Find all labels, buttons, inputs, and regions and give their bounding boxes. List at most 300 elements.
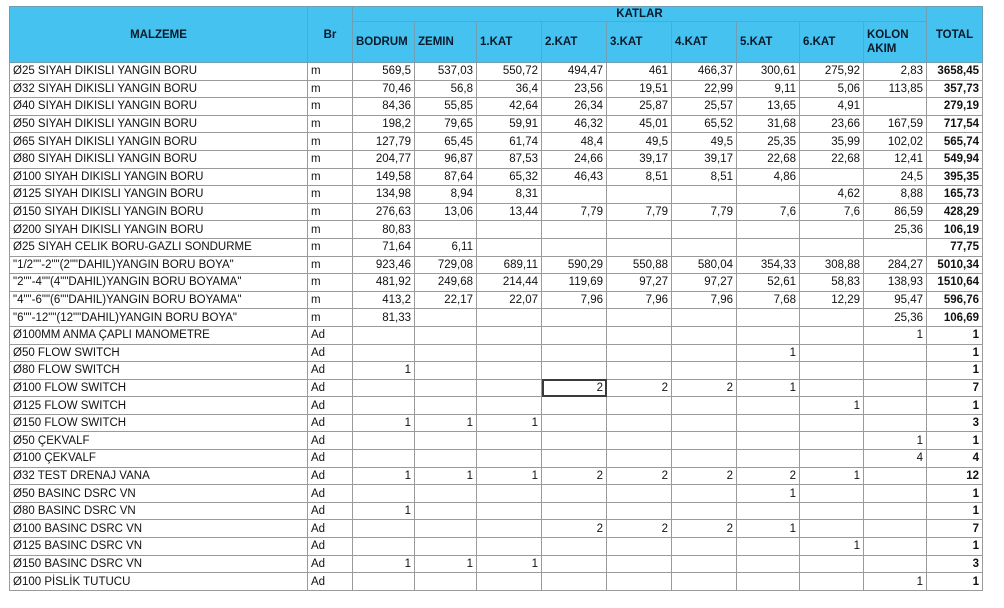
cell-quantity[interactable]: 7,79 (542, 203, 607, 221)
cell-quantity[interactable]: 119,69 (542, 274, 607, 292)
cell-quantity[interactable]: 2 (542, 467, 607, 485)
cell-quantity[interactable] (737, 238, 800, 256)
cell-quantity[interactable]: 569,5 (353, 63, 415, 81)
cell-quantity[interactable] (672, 221, 737, 239)
cell-quantity[interactable]: 25,36 (864, 309, 927, 327)
cell-quantity[interactable]: 354,33 (737, 256, 800, 274)
cell-quantity[interactable]: 113,85 (864, 80, 927, 98)
cell-quantity[interactable] (415, 520, 477, 538)
cell-quantity[interactable] (607, 538, 672, 556)
cell-quantity[interactable]: 8,88 (864, 186, 927, 204)
cell-quantity[interactable]: 95,47 (864, 291, 927, 309)
cell-quantity[interactable]: 8,94 (415, 186, 477, 204)
cell-material-name[interactable]: Ø125 FLOW SWITCH (10, 397, 308, 415)
cell-total[interactable]: 1510,64 (927, 274, 983, 292)
cell-unit[interactable]: Ad (308, 450, 353, 468)
cell-quantity[interactable] (800, 221, 864, 239)
cell-quantity[interactable] (477, 538, 542, 556)
cell-quantity[interactable]: 97,27 (607, 274, 672, 292)
cell-quantity[interactable] (607, 555, 672, 573)
cell-quantity[interactable]: 1 (800, 467, 864, 485)
cell-quantity[interactable] (353, 538, 415, 556)
cell-quantity[interactable]: 134,98 (353, 186, 415, 204)
cell-unit[interactable]: Ad (308, 326, 353, 344)
cell-quantity[interactable] (737, 502, 800, 520)
cell-total[interactable]: 7 (927, 379, 983, 397)
cell-quantity[interactable] (415, 450, 477, 468)
cell-quantity[interactable]: 23,56 (542, 80, 607, 98)
cell-quantity[interactable]: 2 (672, 379, 737, 397)
cell-quantity[interactable] (477, 502, 542, 520)
cell-quantity[interactable] (737, 326, 800, 344)
cell-unit[interactable]: Ad (308, 573, 353, 591)
cell-material-name[interactable]: Ø40 SIYAH DIKISLI YANGIN BORU (10, 98, 308, 116)
header-floor-1kat[interactable]: 1.KAT (477, 22, 542, 63)
cell-quantity[interactable]: 461 (607, 63, 672, 81)
cell-quantity[interactable] (607, 397, 672, 415)
cell-material-name[interactable]: "4""-6""(6""DAHIL)YANGIN BORU BOYAMA" (10, 291, 308, 309)
cell-material-name[interactable]: Ø50 BASINC DSRC VN (10, 485, 308, 503)
cell-quantity[interactable] (607, 238, 672, 256)
cell-quantity[interactable]: 1 (477, 414, 542, 432)
cell-quantity[interactable] (415, 538, 477, 556)
cell-unit[interactable]: Ad (308, 362, 353, 380)
header-malzeme[interactable]: MALZEME (10, 7, 308, 63)
cell-total[interactable]: 549,94 (927, 150, 983, 168)
cell-quantity[interactable]: 127,79 (353, 133, 415, 151)
cell-quantity[interactable]: 4,86 (737, 168, 800, 186)
cell-quantity[interactable]: 65,45 (415, 133, 477, 151)
cell-total[interactable]: 3658,45 (927, 63, 983, 81)
cell-quantity[interactable] (477, 573, 542, 591)
cell-quantity[interactable] (353, 485, 415, 503)
cell-quantity[interactable]: 4,62 (800, 186, 864, 204)
cell-unit[interactable]: m (308, 274, 353, 292)
cell-quantity[interactable] (353, 344, 415, 362)
cell-unit[interactable]: m (308, 133, 353, 151)
cell-quantity[interactable] (800, 573, 864, 591)
header-floor-2kat[interactable]: 2.KAT (542, 22, 607, 63)
cell-material-name[interactable]: Ø125 BASINC DSRC VN (10, 538, 308, 556)
cell-quantity[interactable] (477, 432, 542, 450)
cell-quantity[interactable] (737, 397, 800, 415)
cell-quantity[interactable]: 19,51 (607, 80, 672, 98)
cell-quantity[interactable]: 25,87 (607, 98, 672, 116)
cell-unit[interactable]: m (308, 309, 353, 327)
cell-quantity[interactable]: 214,44 (477, 274, 542, 292)
cell-quantity[interactable] (477, 520, 542, 538)
cell-quantity[interactable]: 537,03 (415, 63, 477, 81)
cell-quantity[interactable]: 52,61 (737, 274, 800, 292)
cell-material-name[interactable]: Ø100 FLOW SWITCH (10, 379, 308, 397)
header-floor-6kat[interactable]: 6.KAT (800, 22, 864, 63)
cell-quantity[interactable]: 87,64 (415, 168, 477, 186)
cell-quantity[interactable] (542, 238, 607, 256)
cell-quantity[interactable]: 1 (415, 467, 477, 485)
cell-quantity[interactable] (607, 414, 672, 432)
cell-quantity[interactable]: 8,51 (607, 168, 672, 186)
cell-quantity[interactable]: 249,68 (415, 274, 477, 292)
cell-quantity[interactable] (864, 397, 927, 415)
cell-material-name[interactable]: Ø100 BASINC DSRC VN (10, 520, 308, 538)
cell-total[interactable]: 279,19 (927, 98, 983, 116)
cell-quantity[interactable]: 7,79 (607, 203, 672, 221)
cell-quantity[interactable]: 580,04 (672, 256, 737, 274)
cell-quantity[interactable]: 7,6 (737, 203, 800, 221)
cell-quantity[interactable] (672, 450, 737, 468)
cell-quantity[interactable] (672, 538, 737, 556)
cell-unit[interactable]: Ad (308, 485, 353, 503)
cell-quantity[interactable]: 1 (864, 326, 927, 344)
cell-unit[interactable]: Ad (308, 502, 353, 520)
cell-total[interactable]: 7 (927, 520, 983, 538)
cell-quantity[interactable]: 1 (353, 414, 415, 432)
cell-quantity[interactable]: 42,64 (477, 98, 542, 116)
cell-unit[interactable]: m (308, 168, 353, 186)
cell-quantity[interactable] (800, 309, 864, 327)
cell-quantity[interactable] (864, 362, 927, 380)
cell-material-name[interactable]: Ø32 TEST DRENAJ VANA (10, 467, 308, 485)
cell-quantity[interactable] (800, 414, 864, 432)
cell-quantity[interactable] (607, 326, 672, 344)
cell-quantity[interactable]: 1 (353, 555, 415, 573)
cell-quantity[interactable]: 2 (607, 467, 672, 485)
cell-quantity[interactable] (607, 432, 672, 450)
cell-total[interactable]: 1 (927, 502, 983, 520)
cell-quantity[interactable] (415, 326, 477, 344)
cell-quantity[interactable] (800, 344, 864, 362)
cell-quantity[interactable] (672, 362, 737, 380)
cell-quantity[interactable]: 25,57 (672, 98, 737, 116)
cell-unit[interactable]: m (308, 221, 353, 239)
cell-quantity[interactable] (542, 362, 607, 380)
cell-quantity[interactable]: 24,5 (864, 168, 927, 186)
cell-quantity[interactable] (864, 520, 927, 538)
cell-quantity[interactable]: 65,52 (672, 115, 737, 133)
cell-quantity[interactable] (864, 538, 927, 556)
cell-quantity[interactable]: 4 (864, 450, 927, 468)
cell-quantity[interactable]: 46,43 (542, 168, 607, 186)
cell-quantity[interactable] (477, 362, 542, 380)
cell-quantity[interactable]: 284,27 (864, 256, 927, 274)
cell-total[interactable]: 428,29 (927, 203, 983, 221)
cell-quantity[interactable]: 1 (477, 555, 542, 573)
cell-quantity[interactable]: 1 (477, 467, 542, 485)
cell-quantity[interactable] (542, 326, 607, 344)
cell-quantity[interactable]: 1 (415, 414, 477, 432)
cell-quantity[interactable]: 55,85 (415, 98, 477, 116)
cell-quantity[interactable]: 35,99 (800, 133, 864, 151)
cell-quantity[interactable]: 49,5 (672, 133, 737, 151)
header-katlar[interactable]: KATLAR (353, 7, 927, 22)
cell-material-name[interactable]: Ø125 SIYAH DIKISLI YANGIN BORU (10, 186, 308, 204)
cell-quantity[interactable] (864, 502, 927, 520)
cell-quantity[interactable] (607, 186, 672, 204)
cell-quantity[interactable]: 24,66 (542, 150, 607, 168)
cell-quantity[interactable] (800, 450, 864, 468)
cell-quantity[interactable] (415, 362, 477, 380)
cell-total[interactable]: 357,73 (927, 80, 983, 98)
cell-quantity[interactable] (672, 309, 737, 327)
cell-quantity[interactable]: 36,4 (477, 80, 542, 98)
cell-material-name[interactable]: "2""-4""(4""DAHIL)YANGIN BORU BOYAMA" (10, 274, 308, 292)
cell-quantity[interactable]: 59,91 (477, 115, 542, 133)
cell-quantity[interactable]: 84,36 (353, 98, 415, 116)
cell-quantity[interactable] (672, 502, 737, 520)
cell-quantity[interactable] (607, 309, 672, 327)
cell-quantity[interactable] (477, 309, 542, 327)
cell-total[interactable]: 1 (927, 432, 983, 450)
cell-material-name[interactable]: Ø80 SIYAH DIKISLI YANGIN BORU (10, 150, 308, 168)
cell-quantity[interactable]: 466,37 (672, 63, 737, 81)
cell-quantity[interactable] (477, 326, 542, 344)
cell-quantity[interactable] (542, 221, 607, 239)
cell-quantity[interactable] (353, 520, 415, 538)
cell-quantity[interactable]: 26,34 (542, 98, 607, 116)
cell-quantity[interactable]: 481,92 (353, 274, 415, 292)
cell-quantity[interactable] (607, 450, 672, 468)
cell-quantity[interactable] (477, 221, 542, 239)
cell-quantity[interactable] (607, 485, 672, 503)
cell-unit[interactable]: Ad (308, 555, 353, 573)
cell-quantity[interactable]: 1 (737, 379, 800, 397)
cell-quantity[interactable] (800, 502, 864, 520)
cell-quantity[interactable]: 65,32 (477, 168, 542, 186)
cell-quantity[interactable]: 689,11 (477, 256, 542, 274)
cell-quantity[interactable] (737, 221, 800, 239)
cell-quantity[interactable]: 22,68 (737, 150, 800, 168)
cell-quantity[interactable]: 49,5 (607, 133, 672, 151)
cell-quantity[interactable]: 31,68 (737, 115, 800, 133)
cell-material-name[interactable]: Ø200 SIYAH DIKISLI YANGIN BORU (10, 221, 308, 239)
cell-quantity[interactable]: 7,96 (542, 291, 607, 309)
cell-quantity[interactable]: 58,83 (800, 274, 864, 292)
cell-unit[interactable]: m (308, 115, 353, 133)
cell-quantity[interactable]: 1 (353, 467, 415, 485)
cell-quantity[interactable] (800, 362, 864, 380)
cell-quantity[interactable] (864, 238, 927, 256)
cell-total[interactable]: 596,76 (927, 291, 983, 309)
cell-quantity[interactable] (800, 432, 864, 450)
cell-quantity[interactable] (737, 573, 800, 591)
cell-quantity[interactable]: 1 (737, 344, 800, 362)
header-floor-5kat[interactable]: 5.KAT (737, 22, 800, 63)
cell-quantity[interactable] (607, 344, 672, 362)
cell-quantity[interactable] (672, 344, 737, 362)
cell-unit[interactable]: m (308, 256, 353, 274)
cell-quantity[interactable]: 12,41 (864, 150, 927, 168)
cell-material-name[interactable]: Ø65 SIYAH DIKISLI YANGIN BORU (10, 133, 308, 151)
cell-quantity[interactable]: 4,91 (800, 98, 864, 116)
cell-quantity[interactable]: 97,27 (672, 274, 737, 292)
cell-total[interactable]: 5010,34 (927, 256, 983, 274)
cell-unit[interactable]: m (308, 186, 353, 204)
cell-quantity[interactable]: 6,11 (415, 238, 477, 256)
cell-quantity[interactable]: 22,68 (800, 150, 864, 168)
cell-quantity[interactable] (607, 221, 672, 239)
cell-quantity[interactable]: 167,59 (864, 115, 927, 133)
cell-quantity[interactable] (542, 414, 607, 432)
cell-quantity[interactable] (415, 379, 477, 397)
cell-unit[interactable]: Ad (308, 538, 353, 556)
cell-quantity[interactable] (607, 502, 672, 520)
cell-quantity[interactable]: 1 (800, 397, 864, 415)
cell-quantity[interactable]: 275,92 (800, 63, 864, 81)
header-floor-3kat[interactable]: 3.KAT (607, 22, 672, 63)
cell-total[interactable]: 165,73 (927, 186, 983, 204)
cell-total[interactable]: 1 (927, 485, 983, 503)
cell-quantity[interactable]: 12,29 (800, 291, 864, 309)
cell-unit[interactable]: Ad (308, 344, 353, 362)
cell-quantity[interactable]: 1 (864, 432, 927, 450)
cell-total[interactable]: 717,54 (927, 115, 983, 133)
cell-quantity[interactable]: 79,65 (415, 115, 477, 133)
cell-quantity[interactable] (542, 538, 607, 556)
cell-quantity[interactable]: 13,65 (737, 98, 800, 116)
cell-quantity[interactable] (542, 502, 607, 520)
cell-unit[interactable]: m (308, 203, 353, 221)
cell-quantity[interactable] (542, 432, 607, 450)
cell-quantity[interactable] (737, 309, 800, 327)
cell-total[interactable]: 1 (927, 344, 983, 362)
cell-quantity[interactable] (477, 397, 542, 415)
cell-total[interactable]: 1 (927, 362, 983, 380)
cell-quantity[interactable]: 39,17 (672, 150, 737, 168)
cell-quantity[interactable] (672, 432, 737, 450)
cell-material-name[interactable]: Ø80 FLOW SWITCH (10, 362, 308, 380)
cell-quantity[interactable]: 1 (864, 573, 927, 591)
cell-total[interactable]: 3 (927, 414, 983, 432)
cell-quantity[interactable]: 7,96 (607, 291, 672, 309)
cell-quantity[interactable] (477, 344, 542, 362)
header-floor-kolon-akim[interactable]: KOLON AKIM (864, 22, 927, 63)
cell-unit[interactable]: m (308, 238, 353, 256)
cell-quantity[interactable] (353, 432, 415, 450)
cell-quantity[interactable]: 2 (607, 520, 672, 538)
cell-quantity[interactable]: 204,77 (353, 150, 415, 168)
cell-quantity[interactable]: 198,2 (353, 115, 415, 133)
cell-material-name[interactable]: Ø150 FLOW SWITCH (10, 414, 308, 432)
cell-quantity[interactable]: 1 (800, 538, 864, 556)
cell-total[interactable]: 77,75 (927, 238, 983, 256)
cell-unit[interactable]: m (308, 63, 353, 81)
cell-quantity[interactable]: 2 (542, 520, 607, 538)
cell-quantity[interactable]: 1 (353, 362, 415, 380)
cell-unit[interactable]: Ad (308, 467, 353, 485)
cell-quantity[interactable]: 2 (672, 467, 737, 485)
cell-quantity[interactable] (672, 414, 737, 432)
cell-total[interactable]: 1 (927, 397, 983, 415)
cell-quantity[interactable] (737, 555, 800, 573)
cell-quantity[interactable]: 81,33 (353, 309, 415, 327)
cell-quantity[interactable] (542, 485, 607, 503)
cell-material-name[interactable]: Ø150 SIYAH DIKISLI YANGIN BORU (10, 203, 308, 221)
cell-unit[interactable]: Ad (308, 379, 353, 397)
cell-material-name[interactable]: Ø25 SIYAH DIKISLI YANGIN BORU (10, 63, 308, 81)
cell-quantity[interactable]: 48,4 (542, 133, 607, 151)
cell-quantity[interactable]: 56,8 (415, 80, 477, 98)
cell-quantity[interactable]: 2 (672, 520, 737, 538)
cell-quantity[interactable]: 1 (353, 502, 415, 520)
cell-quantity[interactable]: 61,74 (477, 133, 542, 151)
cell-quantity[interactable]: 87,53 (477, 150, 542, 168)
cell-quantity[interactable]: 550,72 (477, 63, 542, 81)
cell-quantity[interactable] (864, 555, 927, 573)
cell-quantity[interactable] (672, 326, 737, 344)
cell-material-name[interactable]: Ø100 ÇEKVALF (10, 450, 308, 468)
cell-quantity[interactable]: 23,66 (800, 115, 864, 133)
cell-material-name[interactable]: Ø100MM ANMA ÇAPLI MANOMETRE (10, 326, 308, 344)
cell-material-name[interactable]: Ø25 SIYAH CELIK BORU-GAZLI SONDURME (10, 238, 308, 256)
cell-quantity[interactable]: 7,68 (737, 291, 800, 309)
cell-quantity[interactable]: 13,06 (415, 203, 477, 221)
cell-quantity[interactable] (800, 485, 864, 503)
cell-quantity[interactable]: 102,02 (864, 133, 927, 151)
cell-quantity[interactable] (415, 432, 477, 450)
cell-total[interactable]: 4 (927, 450, 983, 468)
cell-quantity[interactable] (737, 186, 800, 204)
cell-quantity[interactable]: 2 (737, 467, 800, 485)
cell-quantity[interactable] (672, 485, 737, 503)
cell-quantity[interactable]: 138,93 (864, 274, 927, 292)
cell-material-name[interactable]: Ø150 BASINC DSRC VN (10, 555, 308, 573)
header-floor-4kat[interactable]: 4.KAT (672, 22, 737, 63)
cell-material-name[interactable]: Ø50 ÇEKVALF (10, 432, 308, 450)
cell-quantity[interactable]: 39,17 (607, 150, 672, 168)
cell-quantity[interactable] (477, 238, 542, 256)
cell-quantity[interactable]: 96,87 (415, 150, 477, 168)
cell-quantity[interactable]: 5,06 (800, 80, 864, 98)
cell-material-name[interactable]: Ø100 SIYAH DIKISLI YANGIN BORU (10, 168, 308, 186)
cell-unit[interactable]: Ad (308, 397, 353, 415)
cell-quantity[interactable]: 25,36 (864, 221, 927, 239)
cell-quantity[interactable]: 80,83 (353, 221, 415, 239)
cell-quantity[interactable] (737, 538, 800, 556)
cell-total[interactable]: 395,35 (927, 168, 983, 186)
cell-quantity[interactable] (864, 344, 927, 362)
cell-quantity[interactable] (415, 573, 477, 591)
cell-unit[interactable]: m (308, 98, 353, 116)
cell-quantity[interactable] (864, 414, 927, 432)
cell-quantity[interactable] (542, 555, 607, 573)
cell-quantity[interactable] (672, 397, 737, 415)
cell-quantity[interactable]: 1 (415, 555, 477, 573)
cell-total[interactable]: 12 (927, 467, 983, 485)
cell-material-name[interactable]: "6""-12""(12""DAHIL)YANGIN BORU BOYA" (10, 309, 308, 327)
cell-quantity[interactable] (477, 450, 542, 468)
cell-quantity[interactable] (542, 186, 607, 204)
cell-quantity[interactable]: 25,35 (737, 133, 800, 151)
cell-quantity[interactable] (542, 450, 607, 468)
cell-quantity[interactable] (800, 555, 864, 573)
cell-quantity[interactable]: 413,2 (353, 291, 415, 309)
cell-quantity[interactable] (415, 344, 477, 362)
cell-unit[interactable]: m (308, 80, 353, 98)
cell-quantity[interactable] (800, 168, 864, 186)
cell-material-name[interactable]: "1/2""-2""(2""DAHIL)YANGIN BORU BOYA" (10, 256, 308, 274)
cell-unit[interactable]: Ad (308, 520, 353, 538)
cell-quantity[interactable] (542, 309, 607, 327)
cell-material-name[interactable]: Ø100 PİSLİK TUTUCU (10, 573, 308, 591)
cell-total[interactable]: 1 (927, 573, 983, 591)
header-floor-bodrum[interactable]: BODRUM (353, 22, 415, 63)
header-floor-zemin[interactable]: ZEMIN (415, 22, 477, 63)
cell-quantity[interactable] (415, 309, 477, 327)
cell-material-name[interactable]: Ø50 SIYAH DIKISLI YANGIN BORU (10, 115, 308, 133)
cell-quantity[interactable] (415, 485, 477, 503)
cell-unit[interactable]: m (308, 150, 353, 168)
cell-quantity[interactable] (737, 362, 800, 380)
